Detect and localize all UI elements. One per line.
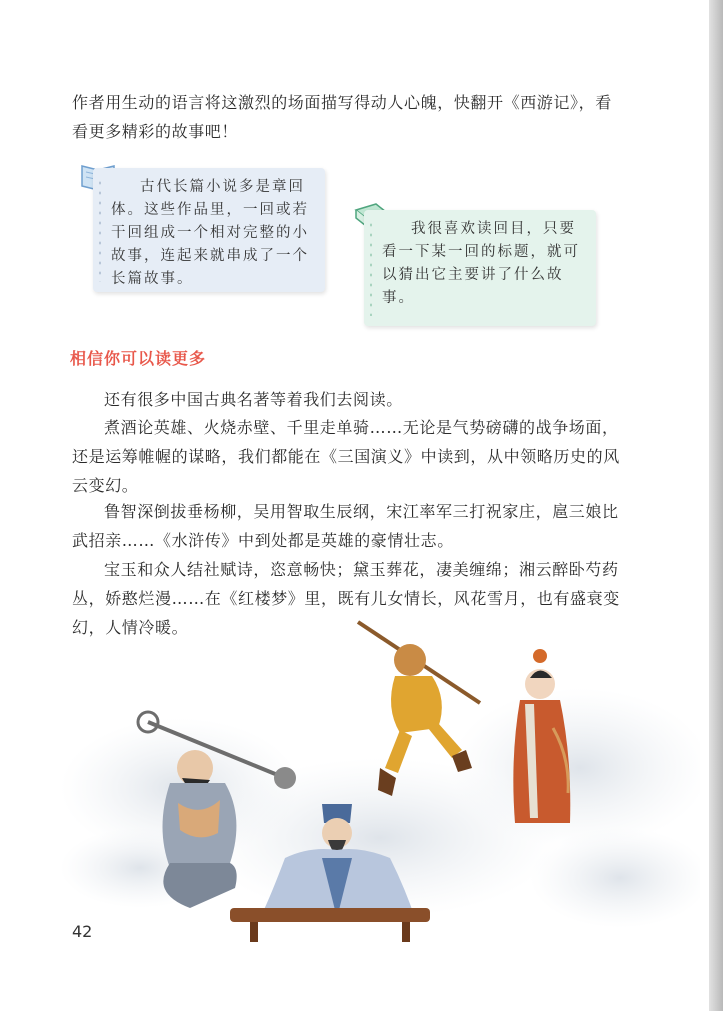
tip-note-left <box>93 168 325 292</box>
note-dots <box>99 178 101 282</box>
lady-figure <box>513 649 570 823</box>
section-paragraph-2: 煮酒论英雄、火烧赤壁、千里走单骑……无论是气势磅礴的战争场面，还是运筹帷幄的谋略，我们都能在《三国演义》中读到，从中领略历史的风云变幻。 <box>72 418 620 495</box>
note-dots <box>370 220 372 316</box>
section-heading: 相信你可以读更多 <box>70 349 207 368</box>
note-right-text: 我很喜欢读回目，只要看一下某一回的标题，就可以猜出它主要讲了什么故事。 <box>382 221 580 306</box>
section-paragraph-3: 鲁智深倒拔垂杨柳，吴用智取生辰纲，宋江率军三打祝家庄，扈三娘比武招亲……《水浒传》中到处都是英雄的豪情壮志。 <box>72 502 619 550</box>
intro-paragraph: 作者用生动的语言将这激烈的场面描写得动人心魄，快翻开《西游记》，看看更多精彩的故事吧！ <box>72 93 612 141</box>
page-edge <box>709 0 723 1011</box>
classic-novels-illustration <box>60 618 700 948</box>
note-left-text: 古代长篇小说多是章回体。这些作品里，一回或若干回组成一个相对完整的小故事，连起来就串成了一个长篇故事。 <box>111 179 309 287</box>
page-number: 42 <box>72 922 93 941</box>
tip-note-right <box>364 210 596 326</box>
section-paragraph-4: 宝玉和众人结社赋诗，恣意畅快；黛玉葬花，凄美缠绵；湘云醉卧芍药丛，娇憨烂漫……在《红楼梦》里，既有儿女情长，风花雪月，也有盛衰变幻，人情冷暖。 <box>72 560 620 637</box>
section-paragraph-1: 还有很多中国古典名著等着我们去阅读。 <box>104 390 403 409</box>
